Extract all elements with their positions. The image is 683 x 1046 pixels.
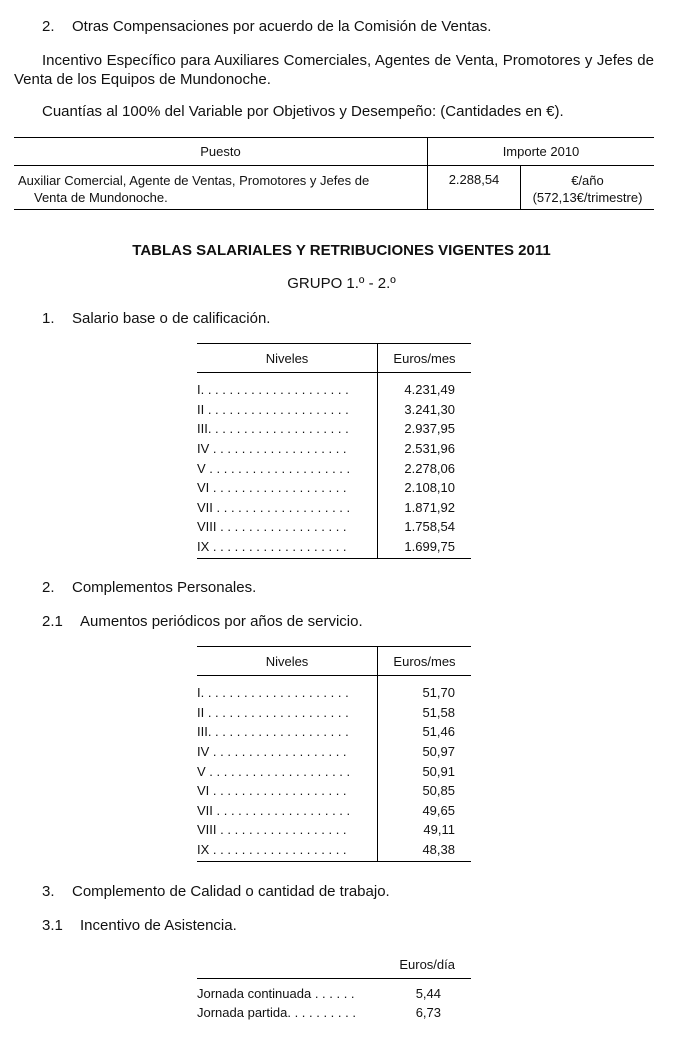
value-cell: 3.241,30	[404, 401, 455, 417]
section2-paragraph: Incentivo Específico para Auxiliares Comerciales, Agentes de Venta, Promotores y Jefes de Venta de los Equipos de Mundonoche.	[14, 52, 654, 88]
importe-cell: 2.288,54	[428, 166, 521, 210]
level-cell: I. . . . . . . . . . . . . . . . . . . . .	[197, 373, 378, 400]
level-cell: II . . . . . . . . . . . . . . . . . . . .	[197, 703, 378, 723]
value-cell: 1.758,54	[404, 519, 455, 535]
salary-table	[197, 343, 471, 559]
attendance-header	[197, 952, 471, 979]
table-row	[197, 373, 471, 400]
puesto-line2: Venta de Mundonoche.	[34, 190, 168, 205]
value-cell: 2.108,10	[404, 480, 455, 496]
section2-heading-text: Otras Compensaciones por acuerdo de la Comisión de Ventas.	[72, 18, 492, 35]
table-row	[197, 478, 471, 498]
level-cell: III. . . . . . . . . . . . . . . . . . . .	[197, 722, 378, 742]
table-row	[197, 676, 471, 703]
section2-number: 2.	[42, 18, 55, 35]
level-cell: VIII . . . . . . . . . . . . . . . . . .	[197, 517, 378, 537]
table-row	[197, 761, 471, 781]
value-cell: 1.871,92	[404, 499, 455, 515]
item2-heading	[42, 578, 256, 597]
item31-heading-text: Incentivo de Asistencia.	[80, 917, 237, 934]
item31-heading	[42, 916, 237, 935]
col-header-puesto: Puesto	[14, 138, 428, 166]
value-cell: 2.278,06	[404, 460, 455, 476]
puesto-line1: Auxiliar Comercial, Agente de Ventas, Promotores y Jefes de	[18, 173, 370, 188]
attendance-table	[197, 952, 471, 1024]
level-cell: VII . . . . . . . . . . . . . . . . . . .	[197, 801, 378, 821]
item1-heading-text: Salario base o de calificación.	[72, 310, 271, 327]
level-cell: IX . . . . . . . . . . . . . . . . . . .	[197, 537, 378, 559]
col-header-value: Euros/mes	[378, 647, 472, 676]
col-header-importe: Importe 2010	[428, 138, 655, 166]
puesto-cell	[14, 166, 428, 210]
item3-heading-text: Complemento de Calidad o cantidad de trabajo.	[72, 883, 390, 900]
compensation-table	[14, 137, 654, 210]
table-row	[197, 439, 471, 459]
attendance-label: Jornada partida. . . . . . . . . .	[197, 1005, 356, 1020]
level-cell: IX . . . . . . . . . . . . . . . . . . .	[197, 840, 378, 862]
item21-heading-text: Aumentos periódicos por años de servicio.	[80, 613, 363, 630]
table-row	[197, 801, 471, 821]
col-header-value: Euros/día	[399, 957, 455, 972]
level-cell: III. . . . . . . . . . . . . . . . . . . .	[197, 419, 378, 439]
table-row	[197, 820, 471, 840]
item2-number: 2.	[42, 579, 55, 596]
item3-number: 3.	[42, 883, 55, 900]
value-cell: 48,38	[378, 840, 472, 862]
level-cell: V . . . . . . . . . . . . . . . . . . . .	[197, 458, 378, 478]
col-header-levels: Niveles	[197, 344, 378, 373]
value-cell: 49,65	[422, 802, 455, 818]
item1-heading	[42, 309, 270, 328]
level-cell: II . . . . . . . . . . . . . . . . . . . .	[197, 400, 378, 420]
item3-heading	[42, 882, 390, 901]
col-header-levels: Niveles	[197, 647, 378, 676]
table-row	[14, 166, 654, 210]
section2-heading	[42, 17, 491, 36]
value-cell: 2.937,95	[404, 421, 455, 437]
attendance-value: 5,44	[415, 986, 441, 1001]
unit-cell	[521, 166, 655, 210]
level-cell: V . . . . . . . . . . . . . . . . . . . .	[197, 761, 378, 781]
value-cell: 4.231,49	[404, 382, 455, 398]
table-row	[197, 458, 471, 478]
attendance-value: 6,73	[415, 1005, 441, 1020]
item1-number: 1.	[42, 310, 55, 327]
table-row	[197, 419, 471, 439]
item2-heading-text: Complementos Personales.	[72, 579, 257, 596]
value-cell: 1.699,75	[378, 537, 472, 559]
item31-number: 3.1	[42, 917, 63, 934]
table-row	[197, 722, 471, 742]
main-title: TABLAS SALARIALES Y RETRIBUCIONES VIGENTES 2011	[132, 242, 551, 259]
unit-line2: (572,13€/trimestre)	[532, 190, 643, 205]
table-row	[197, 1005, 471, 1024]
group-title: GRUPO 1.º - 2.º	[287, 275, 396, 292]
level-cell: IV . . . . . . . . . . . . . . . . . . .	[197, 742, 378, 762]
level-cell: IV . . . . . . . . . . . . . . . . . . .	[197, 439, 378, 459]
item21-heading	[42, 612, 363, 631]
unit-line1: €/año	[571, 173, 604, 188]
value-cell: 51,46	[422, 724, 455, 740]
level-cell: VI . . . . . . . . . . . . . . . . . . .	[197, 478, 378, 498]
table-row	[197, 703, 471, 723]
col-header-value: Euros/mes	[378, 344, 472, 373]
value-cell: 50,91	[422, 763, 455, 779]
amounts-note: Cuantías al 100% del Variable por Objetivos y Desempeño: (Cantidades en €).	[42, 103, 564, 120]
value-cell: 2.531,96	[404, 441, 455, 457]
value-cell: 51,58	[422, 704, 455, 720]
value-cell: 50,85	[422, 783, 455, 799]
table-row	[197, 840, 471, 862]
table-row	[197, 537, 471, 559]
item21-number: 2.1	[42, 613, 63, 630]
table-row	[197, 986, 471, 1005]
attendance-label: Jornada continuada . . . . . .	[197, 986, 355, 1001]
table-row	[197, 498, 471, 518]
value-cell: 51,70	[422, 685, 455, 701]
seniority-table	[197, 646, 471, 862]
level-cell: VII . . . . . . . . . . . . . . . . . . .	[197, 498, 378, 518]
table-row	[197, 742, 471, 762]
level-cell: VI . . . . . . . . . . . . . . . . . . .	[197, 781, 378, 801]
level-cell: VIII . . . . . . . . . . . . . . . . . .	[197, 820, 378, 840]
table-row	[197, 400, 471, 420]
value-cell: 49,11	[423, 822, 455, 838]
value-cell: 50,97	[422, 744, 455, 760]
table-row	[197, 781, 471, 801]
table-row	[197, 517, 471, 537]
level-cell: I. . . . . . . . . . . . . . . . . . . . .	[197, 676, 378, 703]
